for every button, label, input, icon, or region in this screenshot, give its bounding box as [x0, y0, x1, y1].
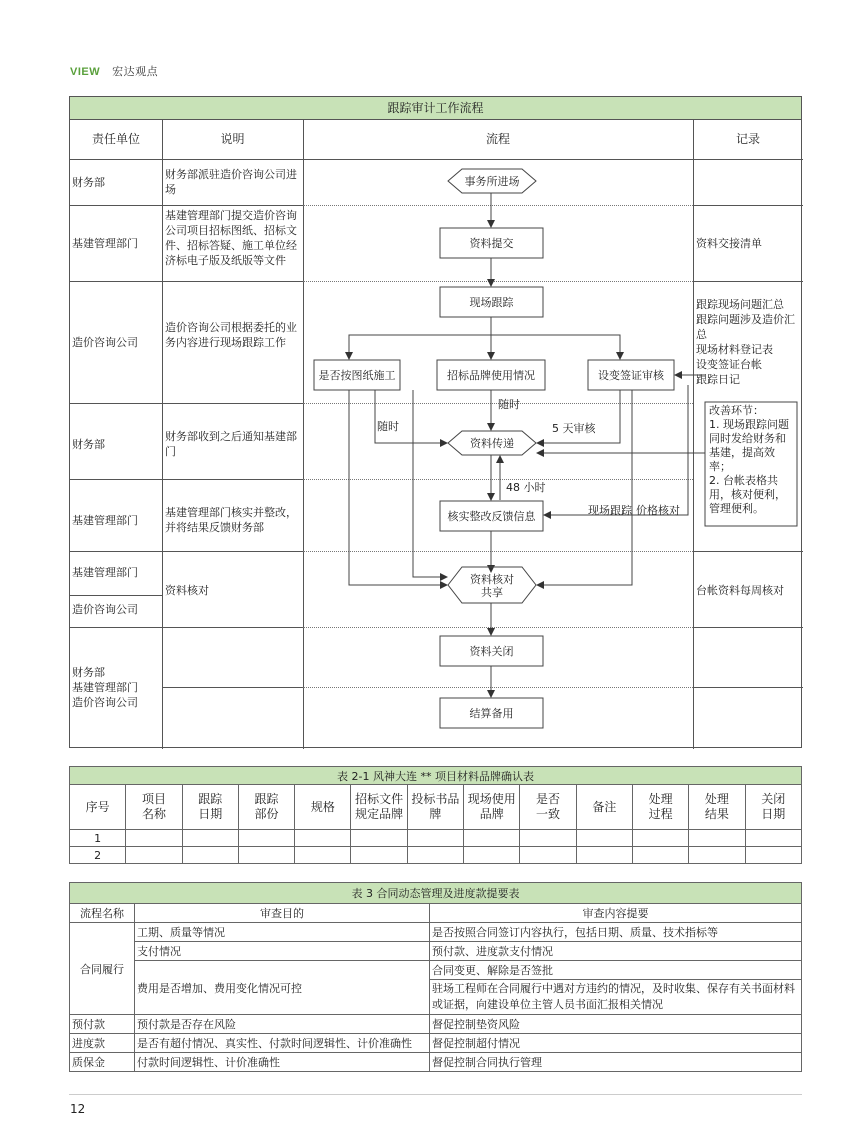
t3-head-name: 流程名称 [70, 904, 135, 923]
t2-head: 招标文件 规定品牌 [351, 785, 407, 830]
unit-finance-1: 财务部 [72, 176, 105, 189]
t2-head: 备注 [576, 785, 632, 830]
node-settle: 结算备用 [469, 707, 514, 720]
brand-label: VIEW [70, 66, 101, 78]
desc-1: 财务部派驻造价咨询公司进场 [165, 168, 297, 196]
t3-name: 预付款 [70, 1015, 135, 1034]
label-48h: 48 小时 [506, 481, 546, 494]
page-number: 12 [70, 1102, 86, 1116]
t3-purpose: 工期、质量等情况 [135, 923, 430, 942]
col-head-unit: 责任单位 [70, 119, 162, 160]
t2-head: 跟踪 部份 [238, 785, 294, 830]
node-brand: 招标品牌使用情况 [447, 369, 535, 382]
t3-purpose: 是否有超付情况、真实性、付款时间逻辑性、计价准确性 [135, 1034, 430, 1053]
node-submit: 资料提交 [469, 237, 514, 250]
t3-name: 进度款 [70, 1034, 135, 1053]
node-drawing: 是否按图纸施工 [318, 369, 396, 382]
t3-content: 督促控制垫资风险 [430, 1015, 802, 1034]
desc-6: 资料核对 [165, 584, 209, 597]
node-start: 事务所进场 [464, 175, 520, 188]
t2-head: 关闭 日期 [745, 785, 801, 830]
t2-head: 处理 结果 [689, 785, 745, 830]
t3-name: 质保金 [70, 1053, 135, 1072]
unit-consult-1: 造价咨询公司 [72, 336, 138, 349]
record-3: 台帐资料每周核对 [696, 584, 784, 597]
record-2: 跟踪现场问题汇总 跟踪问题涉及造价汇总 现场材料登记表 设变签证台帐 跟踪日记 [696, 298, 795, 386]
label-timely-2: 随时 [377, 420, 399, 433]
desc-4: 财务部收到之后通知基建部门 [165, 430, 297, 458]
t3-content: 是否按照合同签订内容执行，包括日期、质量、技术指标等 [430, 923, 802, 942]
node-close: 资料关闭 [469, 645, 514, 658]
section-label: 宏达观点 [112, 65, 159, 78]
t3-content: 驻场工程师在合同履行中遇对方违约的情况，及时收集、保存有关书面材料或证据，向建设单位主管人员书面汇报相关情况 [430, 980, 802, 1015]
t2-head: 处理 过程 [632, 785, 688, 830]
t3-group-name: 合同履行 [70, 923, 135, 1015]
desc-3: 造价咨询公司根据委托的业务内容进行现场跟踪工作 [165, 321, 297, 349]
improvement-note: 改善环节： 1. 现场跟踪问题同时发给财务和基建，提高效率； 2. 台帐表格共用，核对便利，管理便利。 [709, 404, 789, 515]
t2-head: 现场使用 品牌 [464, 785, 520, 830]
t3-purpose: 预付款是否存在风险 [135, 1015, 430, 1034]
t3-purpose: 费用是否增加、费用变化情况可控 [135, 961, 430, 1015]
t2-head: 投标书品 牌 [407, 785, 463, 830]
t3-purpose: 付款时间逻辑性、计价准确性 [135, 1053, 430, 1072]
t2-head: 项目 名称 [126, 785, 182, 830]
t3-content: 预付款、进度款支付情况 [430, 942, 802, 961]
t2-row-index: 2 [70, 847, 126, 864]
desc-5: 基建管理部门核实并整改，并将结果反馈财务部 [165, 506, 297, 534]
table3-caption: 表 3 合同动态管理及进度款提要表 [70, 883, 802, 904]
flow-title: 跟踪审计工作流程 [70, 97, 801, 120]
node-change: 设变签证审核 [598, 369, 664, 382]
footer-divider [69, 1094, 802, 1095]
t3-head-purpose: 审查目的 [135, 904, 430, 923]
node-share: 资料核对 共享 [470, 573, 514, 599]
material-brand-table [69, 766, 802, 864]
label-price-check: 价格核对 [636, 504, 680, 517]
col-head-record: 记录 [693, 119, 803, 160]
page-header [70, 63, 158, 79]
table2-caption: 表 2-1 风神大连 ** 项目材料品牌确认表 [70, 767, 802, 785]
label-site-track: 现场跟踪 [588, 504, 632, 517]
node-verify: 核实整改反馈信息 [447, 510, 536, 523]
t3-head-content: 审查内容提要 [430, 904, 802, 923]
t2-head: 序号 [70, 785, 126, 830]
node-transfer: 资料传递 [470, 437, 514, 450]
record-1: 资料交接清单 [696, 237, 762, 250]
contract-table [69, 882, 802, 1072]
label-timely-1: 随时 [498, 398, 520, 411]
unit-all: 财务部 基建管理部门 造价咨询公司 [72, 666, 138, 709]
unit-consult-2: 造价咨询公司 [72, 603, 138, 616]
flowchart [70, 97, 803, 749]
unit-construction-2: 基建管理部门 [72, 514, 138, 527]
label-five-days: 5 天审核 [552, 422, 596, 435]
unit-finance-2: 财务部 [72, 438, 105, 451]
desc-2: 基建管理部门提交造价咨询公司项目招标图纸、招标文件、招标答疑、施工单位经济标电子版及纸版等文件 [165, 209, 297, 267]
t2-head: 规格 [295, 785, 351, 830]
t2-head: 是否 一致 [520, 785, 576, 830]
t3-content: 合同变更、解除是否签批 [430, 961, 802, 980]
t3-purpose: 支付情况 [135, 942, 430, 961]
col-head-flow: 流程 [303, 119, 693, 160]
node-track: 现场跟踪 [469, 296, 514, 309]
t3-content: 督促控制超付情况 [430, 1034, 802, 1053]
col-head-desc: 说明 [162, 119, 303, 160]
t3-content: 督促控制合同执行管理 [430, 1053, 802, 1072]
unit-construction-3: 基建管理部门 [72, 566, 138, 579]
t2-row-index: 1 [70, 830, 126, 847]
unit-construction-1: 基建管理部门 [72, 237, 138, 250]
t2-head: 跟踪 日期 [182, 785, 238, 830]
flow-table [69, 96, 802, 748]
